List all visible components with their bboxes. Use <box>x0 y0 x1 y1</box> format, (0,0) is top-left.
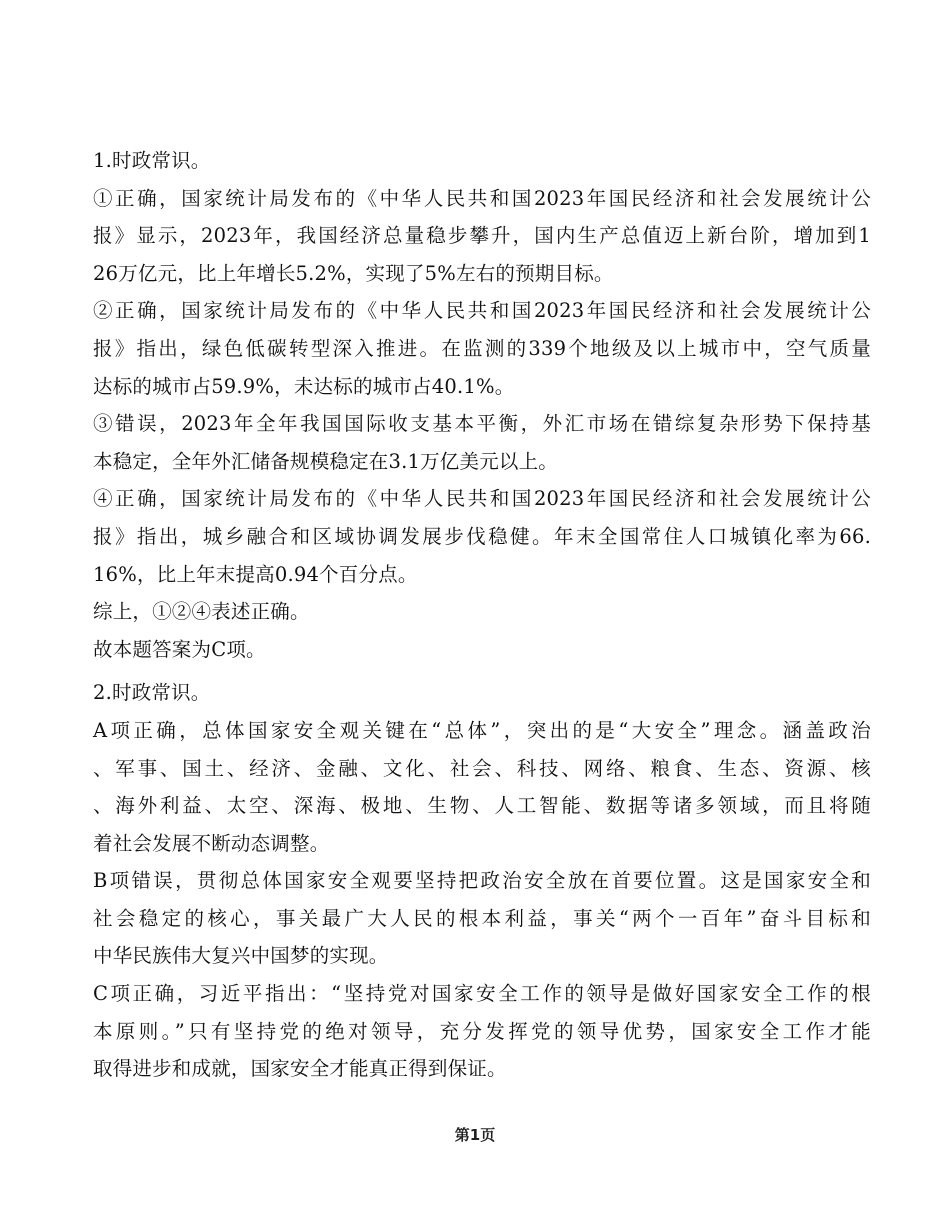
text-line: 取得进步和成就，国家安全才能真正得到保证。 <box>93 1057 507 1081</box>
text-line: 16%，比上年末提高0.94个百分点。 <box>93 562 418 586</box>
text-line: ③错误，2023年全年我国国际收支基本平衡，外汇市场在错综复杂形势下保持基 <box>93 412 871 436</box>
text-line: 报》指出，绿色低碳转型深入推进。在监测的339个地级及以上城市中，空气质量 <box>93 336 871 360</box>
paragraph <box>93 712 871 862</box>
text-line: 、海外利益、太空、深海、极地、生物、人工智能、数据等诸多领域，而且将随 <box>93 794 871 818</box>
text-line: ①正确，国家统计局发布的《中华人民共和国2023年国民经济和社会发展统计公 <box>93 186 871 210</box>
text-line: 26万亿元，比上年增长5.2%，实现了5%左右的预期目标。 <box>93 261 614 285</box>
paragraph <box>93 480 871 593</box>
text-line: 本原则。”只有坚持党的绝对领导，充分发挥党的领导优势，国家安全工作才能 <box>93 1019 871 1043</box>
section-heading: 2.时政常识。 <box>93 681 211 705</box>
text-line: 达标的城市占59.9%，未达标的城市占40.1%。 <box>93 374 515 398</box>
paragraph <box>93 975 871 1088</box>
text-line: 中华民族伟大复兴中国梦的实现。 <box>93 944 389 968</box>
text-line: ④正确，国家统计局发布的《中华人民共和国2023年国民经济和社会发展统计公 <box>93 487 871 511</box>
paragraph <box>93 631 871 669</box>
text-line: 综上，①②④表述正确。 <box>93 600 310 624</box>
paragraph <box>93 292 871 405</box>
text-line: ②正确，国家统计局发布的《中华人民共和国2023年国民经济和社会发展统计公 <box>93 299 871 323</box>
paragraph <box>93 862 871 975</box>
paragraph <box>93 180 871 293</box>
paragraph <box>93 593 871 631</box>
text-line: 本稳定，全年外汇储备规模稳定在3.1万亿美元以上。 <box>93 449 559 473</box>
text-line: B项错误，贯彻总体国家安全观要坚持把政治安全放在首要位置。这是国家安全和 <box>93 869 871 893</box>
text-line: 社会稳定的核心，事关最广大人民的根本利益，事关“两个一百年”奋斗目标和 <box>93 906 871 930</box>
answer-line: 故本题答案为C项。 <box>93 637 266 661</box>
text-line: 报》显示，2023年，我国经济总量稳步攀升，国内生产总值迈上新台阶，增加到1 <box>93 224 871 248</box>
document-body <box>93 142 871 1088</box>
text-line: A项正确，总体国家安全观关键在“总体”，突出的是“大安全”理念。涵盖政治 <box>93 718 871 742</box>
text-line: 着社会发展不断动态调整。 <box>93 831 330 855</box>
page-number: 第1页 <box>454 1126 496 1144</box>
text-line: 报》指出，城乡融合和区域协调发展步伐稳健。年末全国常住人口城镇化率为66. <box>93 524 871 548</box>
text-line: 、军事、国土、经济、金融、文化、社会、科技、网络、粮食、生态、资源、核 <box>93 756 871 780</box>
section-heading: 1.时政常识。 <box>93 149 211 172</box>
text-line: C项正确，习近平指出：“坚持党对国家安全工作的领导是做好国家安全工作的根 <box>93 982 871 1006</box>
paragraph <box>93 405 871 480</box>
